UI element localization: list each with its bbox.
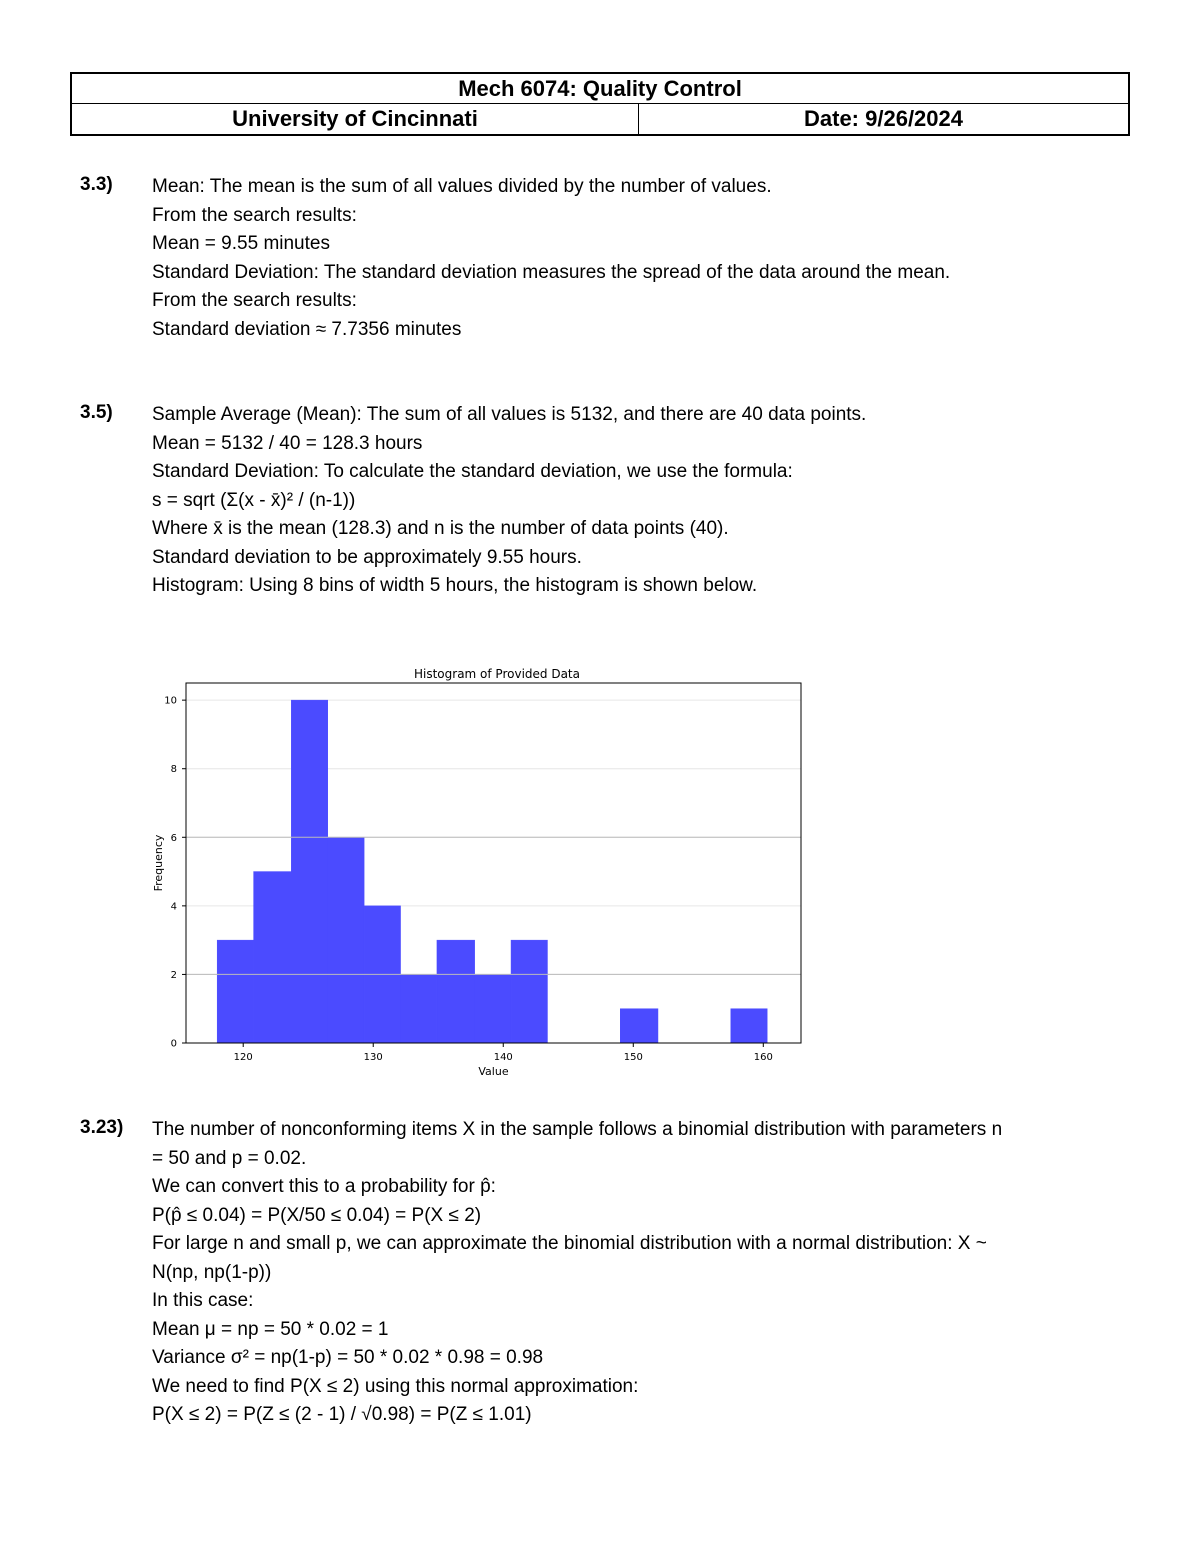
y-tick-label: 2 xyxy=(170,969,177,981)
header-table xyxy=(70,72,1130,136)
answer-line: In this case: xyxy=(152,1290,254,1311)
histogram-bar xyxy=(437,940,475,1043)
answer-line: Standard deviation ≈ 7.7356 minutes xyxy=(152,318,462,340)
y-tick-label: 4 xyxy=(170,901,177,913)
answer-line: Variance σ² = np(1-p) = 50 * 0.02 * 0.98 = 0.98 xyxy=(152,1347,544,1368)
x-tick-label: 150 xyxy=(623,1052,643,1063)
answer-3-5 xyxy=(152,401,1132,601)
y-tick-label: 0 xyxy=(170,1038,177,1050)
answer-line: Standard Deviation: To calculate the standard deviation, we use the formula: xyxy=(152,461,793,482)
document-date: Date: 9/26/2024 xyxy=(804,106,963,131)
university-name: University of Cincinnati xyxy=(72,104,639,134)
answer-line: From the search results: xyxy=(152,204,357,226)
answer-line: Sample Average (Mean): The sum of all values is 5132, and there are 40 data points. xyxy=(152,404,867,425)
chart-title: Histogram of Provided Data xyxy=(413,667,581,681)
x-axis-label: Value xyxy=(478,1065,509,1078)
answer-line: The number of nonconforming items X in the sample follows a binomial distribution with parameters n xyxy=(152,1119,1003,1140)
answer-3-23 xyxy=(152,1116,1132,1430)
answer-line: For large n and small p, we can approximate the binomial distribution with a normal distribution: X ~ xyxy=(152,1233,987,1254)
y-tick-label: 10 xyxy=(164,695,177,707)
course-title: Mech 6074: Quality Control xyxy=(72,74,1128,104)
x-tick-label: 160 xyxy=(753,1052,773,1063)
histogram-bar xyxy=(217,940,253,1043)
answer-line: Mean = 5132 / 40 = 128.3 hours xyxy=(152,432,423,454)
histogram-bar xyxy=(475,974,511,1043)
answer-line: Mean μ = np = 50 * 0.02 = 1 xyxy=(152,1318,389,1340)
y-axis-label: Frequency xyxy=(152,834,165,892)
answer-3-3 xyxy=(152,173,1132,344)
histogram-bar xyxy=(620,1009,658,1043)
question-number-3-3: 3.3) xyxy=(80,174,113,195)
answer-line: Mean = 9.55 minutes xyxy=(152,233,330,254)
answer-line: From the search results: xyxy=(152,290,357,311)
y-tick-label: 8 xyxy=(170,764,177,776)
histogram-bar xyxy=(401,974,437,1043)
answer-line: Histogram: Using 8 bins of width 5 hours, the histogram is shown below. xyxy=(152,575,758,596)
question-number-3-23: 3.23) xyxy=(80,1117,124,1138)
histogram-bar xyxy=(731,1009,767,1043)
histogram-chart xyxy=(148,662,818,1082)
answer-line: P(X ≤ 2) = P(Z ≤ (2 - 1) / √0.98) = P(Z ≤ 1.01) xyxy=(152,1404,532,1425)
answer-line: Mean: The mean is the sum of all values divided by the number of values. xyxy=(152,176,772,197)
histogram-bar xyxy=(254,872,292,1043)
x-tick-label: 140 xyxy=(493,1052,513,1063)
answer-line: We need to find P(X ≤ 2) using this normal approximation: xyxy=(152,1375,639,1397)
histogram-bar xyxy=(511,940,547,1043)
question-number-3-5: 3.5) xyxy=(80,402,113,423)
y-tick-label: 6 xyxy=(170,832,177,844)
answer-line: Standard deviation to be approximately 9.55 hours. xyxy=(152,546,582,568)
x-tick-label: 120 xyxy=(233,1052,253,1063)
histogram-bar xyxy=(328,837,364,1043)
answer-line: N(np, np(1-p)) xyxy=(152,1261,272,1283)
answer-line: Standard Deviation: The standard deviation measures the spread of the data around the mean. xyxy=(152,261,951,283)
answer-line: Where x̄ is the mean (128.3) and n is the number of data points (40). xyxy=(152,518,729,539)
x-tick-label: 130 xyxy=(363,1052,383,1063)
answer-line: = 50 and p = 0.02. xyxy=(152,1147,307,1169)
histogram-bar xyxy=(291,700,327,1043)
answer-line: P(p̂ ≤ 0.04) = P(X/50 ≤ 0.04) = P(X ≤ 2) xyxy=(152,1204,482,1226)
answer-line: We can convert this to a probability for p̂: xyxy=(152,1176,496,1197)
answer-line: s = sqrt (Σ(x - x̄)² / (n-1)) xyxy=(152,489,356,511)
